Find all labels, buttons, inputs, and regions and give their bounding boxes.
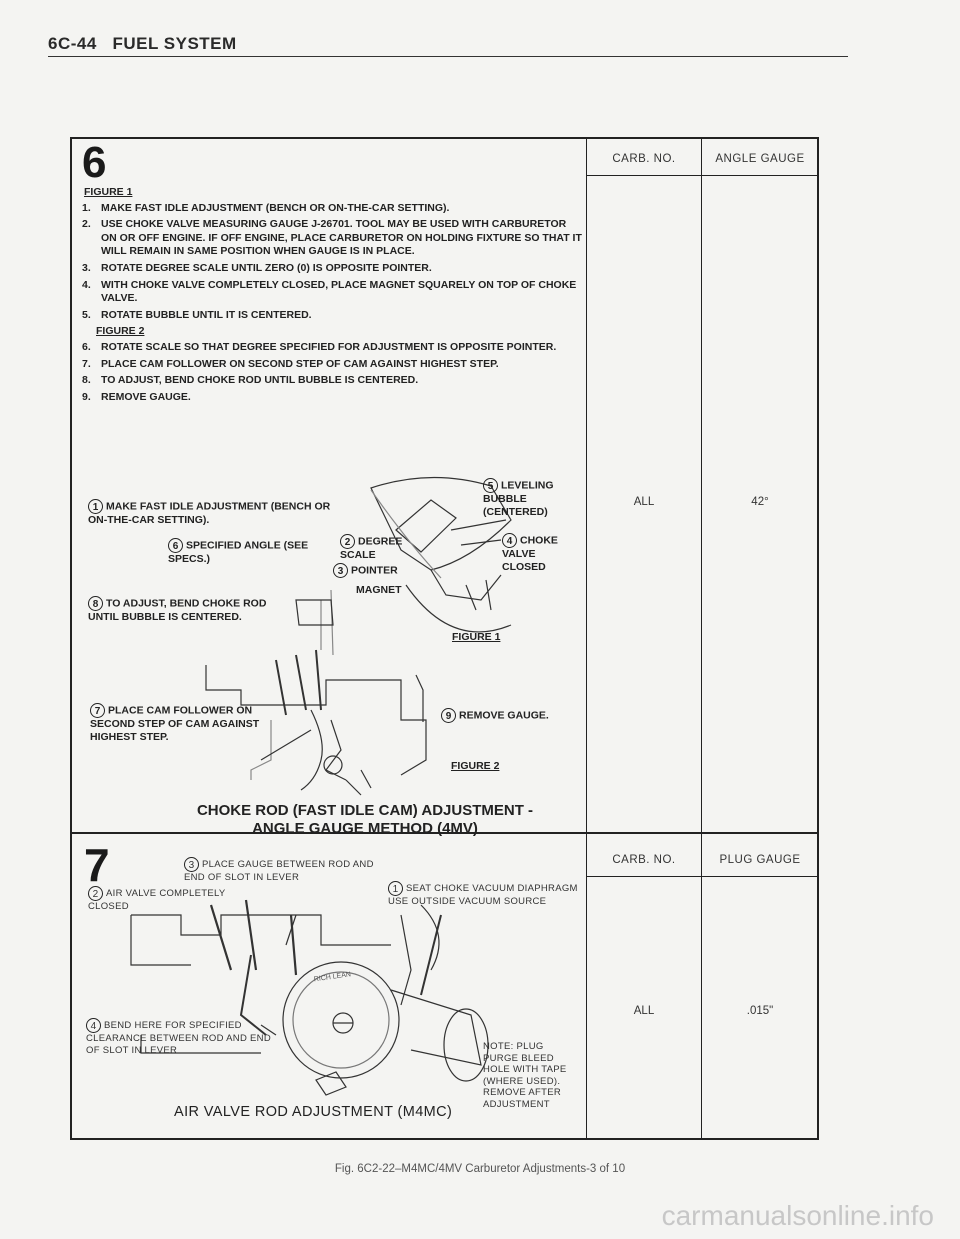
carb-no-header: CARB. NO.: [612, 153, 676, 165]
header-rule-7: [586, 876, 818, 877]
block6-caption: CHOKE ROD (FAST IDLE CAM) ADJUSTMENT - ANGLE GAUGE METHOD (4MV): [196, 802, 534, 837]
figure2-label: FIGURE 2: [451, 760, 500, 772]
callout-3: 3 POINTER: [333, 563, 413, 578]
column-divider-1: [586, 138, 587, 1139]
section-title: FUEL SYSTEM: [112, 34, 237, 53]
carb-no-value: ALL: [633, 496, 655, 508]
callout-1: 1 MAKE FAST IDLE ADJUSTMENT (BENCH OR ON-THE-CAR SETTING).: [88, 500, 331, 526]
magnet-label: MAGNET: [356, 584, 402, 596]
plug-purge-note: NOTE: PLUG PURGE BLEED HOLE WITH TAPE (WHERE USED). REMOVE AFTER ADJUSTMENT: [483, 1041, 567, 1110]
rich-lean-scale: RICH LEAN: [313, 971, 352, 984]
callout-5: 5 LEVELING BUBBLE (CENTERED): [483, 479, 554, 518]
step-9: 9. REMOVE GAUGE.: [82, 390, 191, 403]
header-rule-6: [586, 175, 818, 176]
header-rule: [48, 56, 848, 57]
callout-2: 2 DEGREE SCALE: [340, 535, 403, 561]
carb-no-value-7: ALL: [633, 1005, 655, 1017]
callout-9: 9 REMOVE GAUGE.: [441, 708, 581, 723]
step-2: 2. USE CHOKE VALVE MEASURING GAUGE J-26701. TOOL MAY BE USED WITH CARBURETOR ON OR OFF ENGINE. IF OFF ENGINE, PLACE CARBURETOR ON HOLDING FIXTURE SO THAT IT WILL REMAIN IN SAME POSITION WHEN GAUGE IS IN PLACE.: [82, 218, 582, 258]
callout-8: 8 TO ADJUST, BEND CHOKE ROD UNTIL BUBBLE IS CENTERED.: [88, 597, 267, 623]
page-header: [48, 34, 237, 54]
section-number: 6C-44: [48, 34, 97, 53]
callout-7: 7 PLACE CAM FOLLOWER ON SECOND STEP OF CAM AGAINST HIGHEST STEP.: [90, 704, 260, 743]
angle-gauge-value: 42°: [751, 496, 769, 508]
figure2-heading: FIGURE 2: [96, 325, 145, 338]
column-divider-2: [701, 138, 702, 1139]
plug-gauge-value: .015": [746, 1005, 774, 1017]
figure-caption: Fig. 6C2-22–M4MC/4MV Carburetor Adjustments-3 of 10: [334, 1163, 626, 1175]
block-number-6: 6: [82, 138, 107, 187]
callout-4: 4 CHOKE VALVE CLOSED: [502, 534, 558, 573]
callout-6: 6 SPECIFIED ANGLE (SEE SPECS.): [168, 539, 309, 565]
callout-7-1: 1 SEAT CHOKE VACUUM DIAPHRAGM USE OUTSIDE VACUUM SOURCE: [388, 881, 578, 908]
step-3: 3. ROTATE DEGREE SCALE UNTIL ZERO (0) IS OPPOSITE POINTER.: [82, 261, 432, 274]
step-6: 6. ROTATE SCALE SO THAT DEGREE SPECIFIED FOR ADJUSTMENT IS OPPOSITE POINTER.: [82, 340, 557, 353]
carb-no-header-7: CARB. NO.: [612, 854, 676, 866]
step-7: 7. PLACE CAM FOLLOWER ON SECOND STEP OF CAM AGAINST HIGHEST STEP.: [82, 357, 499, 370]
callout-7-3: 3 PLACE GAUGE BETWEEN ROD AND END OF SLOT IN LEVER: [184, 857, 384, 884]
step-4: 4. WITH CHOKE VALVE COMPLETELY CLOSED, PLACE MAGNET SQUARELY ON TOP OF CHOKE VALVE.: [82, 278, 577, 305]
step-8: 8. TO ADJUST, BEND CHOKE ROD UNTIL BUBBLE IS CENTERED.: [82, 374, 419, 387]
angle-gauge-header: ANGLE GAUGE: [715, 153, 805, 165]
figure1-label: FIGURE 1: [452, 631, 501, 643]
plug-gauge-header: PLUG GAUGE: [719, 854, 801, 866]
step-1: 1. MAKE FAST IDLE ADJUSTMENT (BENCH OR ON-THE-CAR SETTING).: [82, 201, 450, 214]
watermark: carmanualsonline.info: [661, 1200, 934, 1231]
figure1-heading: FIGURE 1: [84, 186, 133, 198]
callout-7-4: 4 BEND HERE FOR SPECIFIED CLEARANCE BETWEEN ROD AND END OF SLOT IN LEVER: [86, 1018, 286, 1056]
block7-caption: AIR VALVE ROD ADJUSTMENT (M4MC): [174, 1104, 453, 1120]
step-5: 5. ROTATE BUBBLE UNTIL IT IS CENTERED.: [82, 308, 312, 321]
block-number-7: 7: [84, 839, 110, 891]
instructions: [82, 186, 582, 407]
callout-7-2: 2 AIR VALVE COMPLETELY CLOSED: [88, 886, 268, 913]
